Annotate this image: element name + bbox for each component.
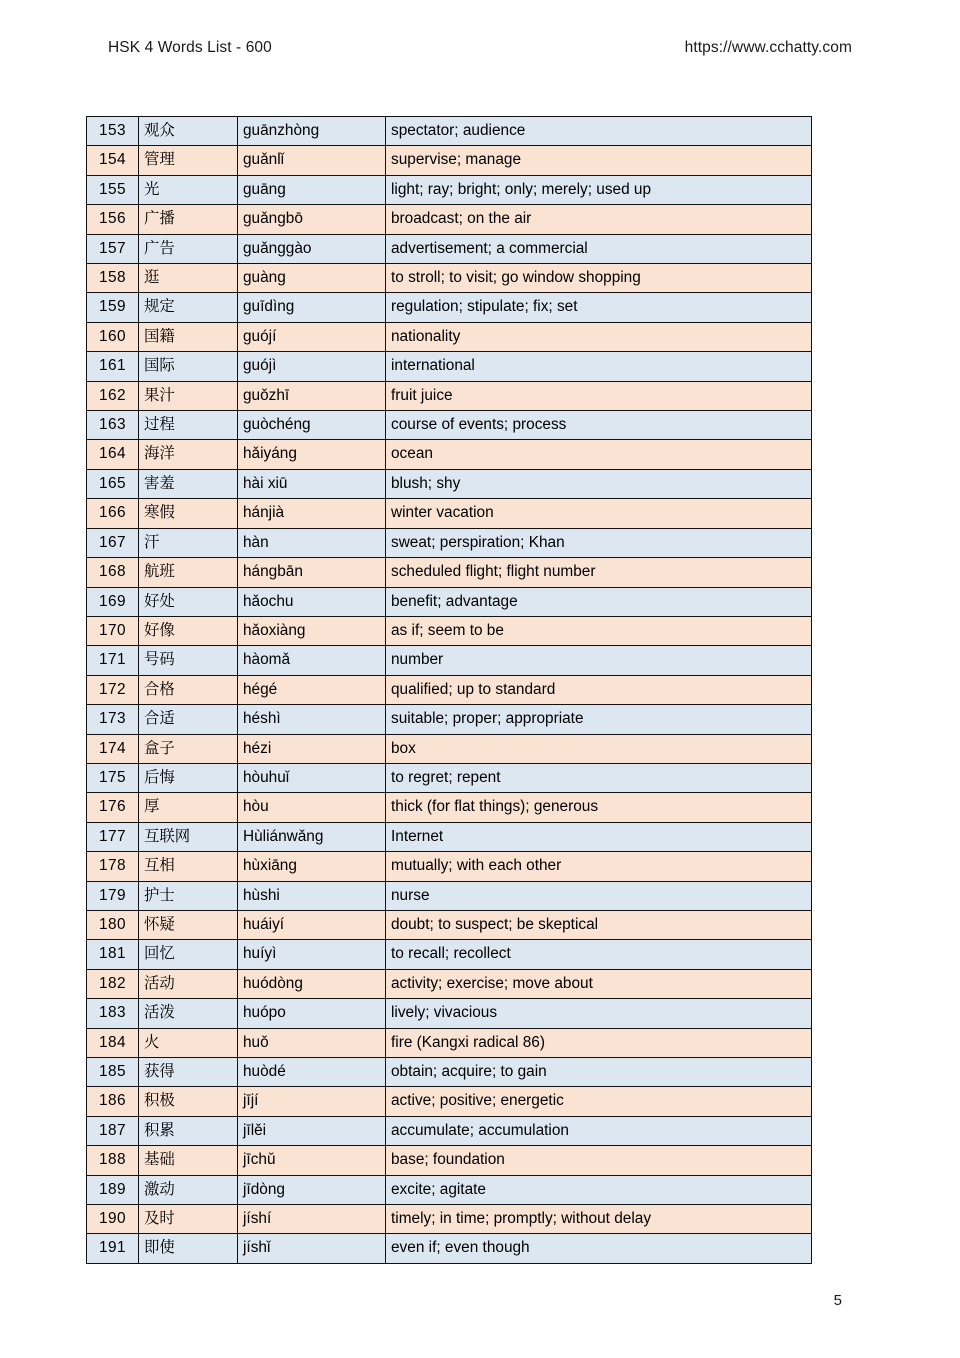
row-number-cell: 173 [87,705,139,734]
row-definition-cell: as if; seem to be [386,616,812,645]
table-row [87,1116,812,1145]
row-hanzi-cell: 航班 [139,558,238,587]
row-hanzi-cell: 过程 [139,411,238,440]
row-number-cell: 183 [87,999,139,1028]
row-hanzi-cell: 即使 [139,1234,238,1263]
table-row [87,1146,812,1175]
row-number-cell: 157 [87,234,139,263]
table-row [87,1234,812,1263]
row-number-cell: 190 [87,1205,139,1234]
table-row [87,1087,812,1116]
row-hanzi-cell: 国际 [139,352,238,381]
row-pinyin-cell: jíshí [238,1205,386,1234]
table-row [87,616,812,645]
row-pinyin-cell: hǎoxiàng [238,616,386,645]
table-row [87,793,812,822]
row-definition-cell: suitable; proper; appropriate [386,705,812,734]
table-row [87,205,812,234]
row-number-cell: 153 [87,117,139,146]
row-hanzi-cell: 获得 [139,1058,238,1087]
row-pinyin-cell: jīdòng [238,1175,386,1204]
row-pinyin-cell: hùshi [238,881,386,910]
page-header [108,36,852,60]
row-definition-cell: advertisement; a commercial [386,234,812,263]
row-definition-cell: sweat; perspiration; Khan [386,528,812,557]
row-hanzi-cell: 活动 [139,969,238,998]
table-row [87,528,812,557]
table-row [87,646,812,675]
row-definition-cell: fruit juice [386,381,812,410]
row-number-cell: 162 [87,381,139,410]
row-hanzi-cell: 怀疑 [139,910,238,939]
row-definition-cell: excite; agitate [386,1175,812,1204]
row-pinyin-cell: jījí [238,1087,386,1116]
row-pinyin-cell: huòdé [238,1058,386,1087]
row-pinyin-cell: hángbān [238,558,386,587]
row-pinyin-cell: hòuhuǐ [238,763,386,792]
row-number-cell: 165 [87,469,139,498]
row-hanzi-cell: 果汁 [139,381,238,410]
row-hanzi-cell: 回忆 [139,940,238,969]
header-title: HSK 4 Words List - 600 [108,39,272,56]
table-row [87,969,812,998]
row-number-cell: 174 [87,734,139,763]
row-hanzi-cell: 害羞 [139,469,238,498]
row-hanzi-cell: 管理 [139,146,238,175]
row-pinyin-cell: hài xiū [238,469,386,498]
table-row [87,763,812,792]
row-definition-cell: benefit; advantage [386,587,812,616]
row-definition-cell: active; positive; energetic [386,1087,812,1116]
row-pinyin-cell: guāng [238,175,386,204]
row-definition-cell: to stroll; to visit; go window shopping [386,264,812,293]
row-number-cell: 188 [87,1146,139,1175]
row-definition-cell: scheduled flight; flight number [386,558,812,587]
row-pinyin-cell: hégé [238,675,386,704]
row-pinyin-cell: huódòng [238,969,386,998]
row-number-cell: 160 [87,322,139,351]
row-hanzi-cell: 活泼 [139,999,238,1028]
row-definition-cell: obtain; acquire; to gain [386,1058,812,1087]
row-pinyin-cell: hàomǎ [238,646,386,675]
row-definition-cell: accumulate; accumulation [386,1116,812,1145]
row-definition-cell: international [386,352,812,381]
row-pinyin-cell: guójí [238,322,386,351]
row-hanzi-cell: 火 [139,1028,238,1057]
row-pinyin-cell: guānzhòng [238,117,386,146]
row-definition-cell: Internet [386,822,812,851]
table-row [87,852,812,881]
vocabulary-table [86,116,812,1264]
row-definition-cell: base; foundation [386,1146,812,1175]
row-pinyin-cell: guǎnlǐ [238,146,386,175]
row-pinyin-cell: huíyì [238,940,386,969]
row-definition-cell: mutually; with each other [386,852,812,881]
row-hanzi-cell: 积极 [139,1087,238,1116]
table-row [87,881,812,910]
row-number-cell: 178 [87,852,139,881]
table-row [87,999,812,1028]
row-pinyin-cell: jīlěi [238,1116,386,1145]
row-number-cell: 175 [87,763,139,792]
row-pinyin-cell: hǎochu [238,587,386,616]
row-hanzi-cell: 厚 [139,793,238,822]
row-number-cell: 155 [87,175,139,204]
table-row [87,910,812,939]
row-number-cell: 184 [87,1028,139,1057]
row-definition-cell: spectator; audience [386,117,812,146]
table-row [87,1175,812,1204]
row-number-cell: 154 [87,146,139,175]
table-row [87,940,812,969]
row-hanzi-cell: 观众 [139,117,238,146]
row-definition-cell: thick (for flat things); generous [386,793,812,822]
row-hanzi-cell: 国籍 [139,322,238,351]
table-row [87,234,812,263]
row-number-cell: 177 [87,822,139,851]
row-number-cell: 167 [87,528,139,557]
row-pinyin-cell: guǎngbō [238,205,386,234]
row-number-cell: 186 [87,1087,139,1116]
row-number-cell: 159 [87,293,139,322]
table-row [87,352,812,381]
table-row [87,264,812,293]
row-pinyin-cell: Hùliánwǎng [238,822,386,851]
row-hanzi-cell: 广告 [139,234,238,263]
table-row [87,822,812,851]
row-definition-cell: to regret; repent [386,763,812,792]
row-definition-cell: nationality [386,322,812,351]
row-number-cell: 181 [87,940,139,969]
table-row [87,411,812,440]
table-row [87,322,812,351]
row-number-cell: 161 [87,352,139,381]
row-number-cell: 163 [87,411,139,440]
table-row [87,381,812,410]
row-hanzi-cell: 广播 [139,205,238,234]
row-hanzi-cell: 号码 [139,646,238,675]
table-row [87,675,812,704]
row-number-cell: 187 [87,1116,139,1145]
row-number-cell: 171 [87,646,139,675]
row-hanzi-cell: 好处 [139,587,238,616]
row-pinyin-cell: jíshǐ [238,1234,386,1263]
row-pinyin-cell: hézi [238,734,386,763]
row-hanzi-cell: 海洋 [139,440,238,469]
row-number-cell: 166 [87,499,139,528]
row-number-cell: 179 [87,881,139,910]
row-number-cell: 170 [87,616,139,645]
table-row [87,1205,812,1234]
row-number-cell: 168 [87,558,139,587]
row-pinyin-cell: huǒ [238,1028,386,1057]
table-row [87,293,812,322]
row-definition-cell: course of events; process [386,411,812,440]
row-hanzi-cell: 后悔 [139,763,238,792]
table-row [87,175,812,204]
row-hanzi-cell: 好像 [139,616,238,645]
row-definition-cell: fire (Kangxi radical 86) [386,1028,812,1057]
row-hanzi-cell: 互相 [139,852,238,881]
row-definition-cell: blush; shy [386,469,812,498]
table-row [87,705,812,734]
row-number-cell: 172 [87,675,139,704]
vocabulary-table-container [86,116,811,1264]
table-row [87,734,812,763]
row-number-cell: 191 [87,1234,139,1263]
row-number-cell: 180 [87,910,139,939]
table-row [87,1028,812,1057]
row-hanzi-cell: 盒子 [139,734,238,763]
row-definition-cell: box [386,734,812,763]
row-definition-cell: timely; in time; promptly; without delay [386,1205,812,1234]
vocabulary-table-body [87,117,812,1264]
row-pinyin-cell: guójì [238,352,386,381]
table-row [87,558,812,587]
row-number-cell: 182 [87,969,139,998]
row-definition-cell: to recall; recollect [386,940,812,969]
row-pinyin-cell: guīdìng [238,293,386,322]
row-hanzi-cell: 护士 [139,881,238,910]
header-url: https://www.cchatty.com [684,39,852,56]
row-hanzi-cell: 光 [139,175,238,204]
row-pinyin-cell: hánjià [238,499,386,528]
row-definition-cell: qualified; up to standard [386,675,812,704]
table-row [87,117,812,146]
row-hanzi-cell: 合适 [139,705,238,734]
row-pinyin-cell: hǎiyáng [238,440,386,469]
row-definition-cell: winter vacation [386,499,812,528]
table-row [87,499,812,528]
row-number-cell: 158 [87,264,139,293]
row-pinyin-cell: jīchǔ [238,1146,386,1175]
row-hanzi-cell: 合格 [139,675,238,704]
row-number-cell: 176 [87,793,139,822]
row-definition-cell: even if; even though [386,1234,812,1263]
row-hanzi-cell: 基础 [139,1146,238,1175]
row-definition-cell: regulation; stipulate; fix; set [386,293,812,322]
row-definition-cell: light; ray; bright; only; merely; used up [386,175,812,204]
row-pinyin-cell: huópo [238,999,386,1028]
row-number-cell: 169 [87,587,139,616]
row-pinyin-cell: héshì [238,705,386,734]
table-row [87,440,812,469]
row-pinyin-cell: hòu [238,793,386,822]
row-hanzi-cell: 激动 [139,1175,238,1204]
row-hanzi-cell: 寒假 [139,499,238,528]
row-number-cell: 189 [87,1175,139,1204]
row-hanzi-cell: 互联网 [139,822,238,851]
row-hanzi-cell: 汗 [139,528,238,557]
table-row [87,1058,812,1087]
row-definition-cell: number [386,646,812,675]
row-number-cell: 156 [87,205,139,234]
row-hanzi-cell: 积累 [139,1116,238,1145]
row-pinyin-cell: guǒzhī [238,381,386,410]
row-hanzi-cell: 及时 [139,1205,238,1234]
row-pinyin-cell: hùxiāng [238,852,386,881]
row-pinyin-cell: guòchéng [238,411,386,440]
row-number-cell: 164 [87,440,139,469]
row-definition-cell: ocean [386,440,812,469]
row-definition-cell: lively; vivacious [386,999,812,1028]
row-pinyin-cell: hàn [238,528,386,557]
table-row [87,146,812,175]
row-pinyin-cell: guǎnggào [238,234,386,263]
row-hanzi-cell: 规定 [139,293,238,322]
table-row [87,469,812,498]
row-pinyin-cell: guàng [238,264,386,293]
row-definition-cell: doubt; to suspect; be skeptical [386,910,812,939]
row-hanzi-cell: 逛 [139,264,238,293]
row-definition-cell: broadcast; on the air [386,205,812,234]
page-number: 5 [833,1292,842,1309]
row-number-cell: 185 [87,1058,139,1087]
row-definition-cell: supervise; manage [386,146,812,175]
row-definition-cell: activity; exercise; move about [386,969,812,998]
table-row [87,587,812,616]
row-definition-cell: nurse [386,881,812,910]
row-pinyin-cell: huáiyí [238,910,386,939]
